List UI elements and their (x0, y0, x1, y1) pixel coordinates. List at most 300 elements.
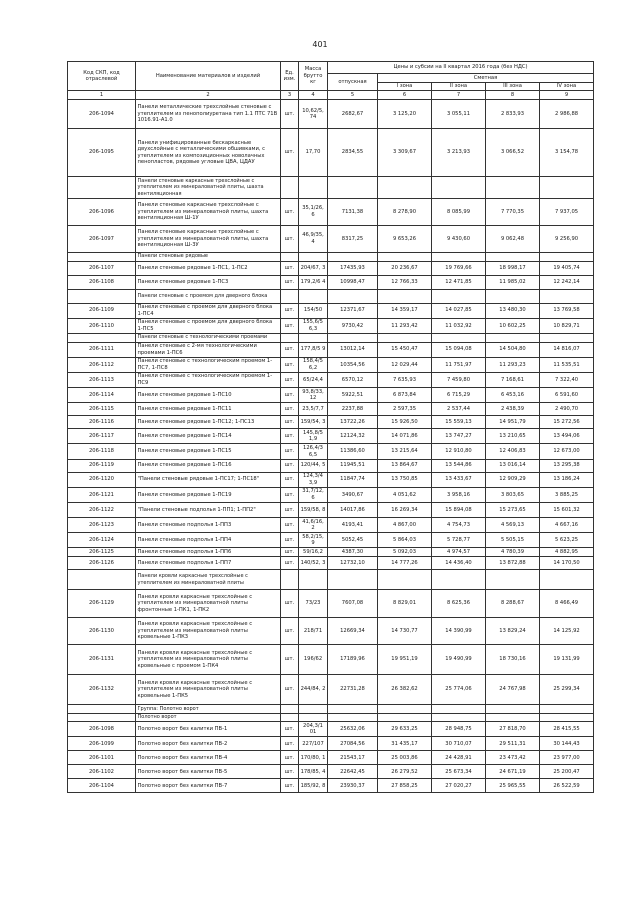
unit-cell: шт. (281, 533, 299, 548)
name-cell: Панели стеновые рядовые 1-ПС14 (136, 429, 281, 444)
release-price-cell: 22731,28 (328, 675, 378, 705)
zone-4-price-cell: 13 186,24 (540, 472, 594, 487)
release-price-cell: 12124,32 (328, 429, 378, 444)
zone-1-price-cell: 14 359,17 (378, 303, 432, 318)
code-cell: 206-1130 (68, 618, 136, 645)
zone-2-price-cell: 2 537,44 (432, 403, 486, 416)
zone-2-price-cell: 4 754,73 (432, 518, 486, 533)
zone-4-price-cell: 13 494,06 (540, 429, 594, 444)
code-cell: 206-1129 (68, 590, 136, 618)
release-price-cell (328, 252, 378, 261)
mass-cell: 93,8/33, 12 (299, 388, 328, 403)
zone-4-price-cell (540, 713, 594, 722)
release-price-cell: 12669,34 (328, 618, 378, 645)
zone-4-price-cell: 14 170,50 (540, 557, 594, 570)
unit-cell: шт. (281, 722, 299, 737)
zone-3-price-cell: 18 998,17 (486, 261, 540, 275)
mass-cell: 159/58, 8 (299, 503, 328, 518)
unit-cell: шт. (281, 548, 299, 557)
table-row (68, 303, 594, 318)
group-name-cell: Панели стеновые с технологическими проемами (136, 333, 281, 342)
zone-2-price-cell (432, 333, 486, 342)
zone-3-price-cell (486, 713, 540, 722)
release-price-cell: 17189,96 (328, 645, 378, 675)
name-cell: Полотно ворот без калитки ПВ-1 (136, 722, 281, 737)
unit-cell: шт. (281, 518, 299, 533)
release-price-cell: 7131,38 (328, 198, 378, 225)
name-cell: Панели стеновые рядовые 1-ПС11 (136, 403, 281, 416)
table-row (68, 388, 594, 403)
mass-cell: 46,9/35, 4 (299, 225, 328, 252)
column-number: 3 (281, 91, 299, 100)
mass-cell (299, 333, 328, 342)
zone-1-price-cell: 12 029,44 (378, 357, 432, 372)
zone-4-price-cell: 6 591,60 (540, 388, 594, 403)
zone-3-price-cell: 3 803,65 (486, 487, 540, 502)
zone-2-price-cell: 24 428,91 (432, 751, 486, 765)
table-row (68, 645, 594, 675)
zone-2-price-cell: 11 751,97 (432, 357, 486, 372)
release-price-cell (328, 705, 378, 714)
name-cell: Панели стеновые подполья 1-ПП6 (136, 548, 281, 557)
zone-2-price-cell: 3 958,16 (432, 487, 486, 502)
table-row (68, 487, 594, 502)
zone-3-price-cell: 11 985,02 (486, 275, 540, 289)
zone-3-price-cell: 4 780,39 (486, 548, 540, 557)
group-row (68, 177, 594, 199)
zone-1-price-cell (378, 333, 432, 342)
price-table (67, 61, 594, 793)
header-release: отпускная (328, 74, 378, 91)
column-number-row (68, 91, 594, 100)
zone-2-price-cell: 19 490,99 (432, 645, 486, 675)
unit-cell: шт. (281, 303, 299, 318)
release-price-cell: 21543,17 (328, 751, 378, 765)
code-cell: 206-1115 (68, 403, 136, 416)
code-cell: 206-1101 (68, 751, 136, 765)
mass-cell: 41,6/16, 2 (299, 518, 328, 533)
release-price-cell: 8317,25 (328, 225, 378, 252)
name-cell: Панели стеновые подполья 1-ПП4 (136, 533, 281, 548)
unit-cell: шт. (281, 751, 299, 765)
zone-3-price-cell: 13 480,30 (486, 303, 540, 318)
zone-3-price-cell: 13 829,24 (486, 618, 540, 645)
zone-2-price-cell (432, 705, 486, 714)
table-row (68, 275, 594, 289)
release-price-cell: 13012,14 (328, 342, 378, 357)
name-cell: "Панели стеновые подполья 1-ПП1; 1-ПП2" (136, 503, 281, 518)
zone-4-price-cell: 26 522,59 (540, 779, 594, 793)
code-cell (68, 252, 136, 261)
header-price-group: Цены и субсии на II квартал 2016 года (без НДС) (328, 62, 594, 74)
zone-2-price-cell: 14 390,99 (432, 618, 486, 645)
release-price-cell: 4387,30 (328, 548, 378, 557)
zone-4-price-cell: 14 816,07 (540, 342, 594, 357)
code-cell: 206-1119 (68, 459, 136, 472)
zone-4-price-cell: 7 322,40 (540, 372, 594, 387)
unit-cell (281, 570, 299, 590)
zone-3-price-cell: 6 453,16 (486, 388, 540, 403)
table-row (68, 548, 594, 557)
column-number: 5 (328, 91, 378, 100)
zone-1-price-cell (378, 713, 432, 722)
code-cell: 206-1104 (68, 779, 136, 793)
zone-4-price-cell: 14 125,92 (540, 618, 594, 645)
zone-4-price-cell: 12 242,14 (540, 275, 594, 289)
code-cell: 206-1111 (68, 342, 136, 357)
zone-4-price-cell: 7 937,05 (540, 198, 594, 225)
unit-cell: шт. (281, 357, 299, 372)
zone-4-price-cell (540, 177, 594, 199)
zone-2-price-cell: 15 094,08 (432, 342, 486, 357)
unit-cell: шт. (281, 557, 299, 570)
zone-3-price-cell (486, 333, 540, 342)
name-cell: Панели кровли каркасные трехслойные с утеплителем из минераловатной плиты фронтонные 1-ПК1, 1-ПК2 (136, 590, 281, 618)
unit-cell (281, 289, 299, 303)
zone-4-price-cell: 11 535,51 (540, 357, 594, 372)
code-cell: 206-1107 (68, 261, 136, 275)
zone-4-price-cell: 15 601,32 (540, 503, 594, 518)
zone-2-price-cell: 13 544,86 (432, 459, 486, 472)
release-price-cell (328, 570, 378, 590)
unit-cell: шт. (281, 198, 299, 225)
table-row (68, 342, 594, 357)
zone-3-price-cell: 18 730,16 (486, 645, 540, 675)
zone-3-price-cell: 27 818,70 (486, 722, 540, 737)
zone-2-price-cell: 12 910,80 (432, 444, 486, 459)
zone-4-price-cell: 13 769,58 (540, 303, 594, 318)
unit-cell (281, 705, 299, 714)
name-cell: Полотно ворот без калитки ПВ-5 (136, 765, 281, 779)
name-cell: Панели стеновые с 2-мя технологическими проемами 1-ПС6 (136, 342, 281, 357)
zone-3-price-cell (486, 570, 540, 590)
zone-2-price-cell: 15 894,08 (432, 503, 486, 518)
name-cell: Панели стеновые подполья 1-ПП3 (136, 518, 281, 533)
release-price-cell: 11945,51 (328, 459, 378, 472)
zone-3-price-cell: 29 511,31 (486, 737, 540, 751)
unit-cell: шт. (281, 459, 299, 472)
table-row (68, 722, 594, 737)
column-number: 9 (540, 91, 594, 100)
unit-cell: шт. (281, 765, 299, 779)
mass-cell: 31,7/12, 6 (299, 487, 328, 502)
zone-1-price-cell: 14 071,86 (378, 429, 432, 444)
code-cell (68, 333, 136, 342)
zone-2-price-cell: 11 032,92 (432, 318, 486, 333)
zone-4-price-cell: 23 977,00 (540, 751, 594, 765)
zone-4-price-cell: 13 295,38 (540, 459, 594, 472)
zone-3-price-cell: 13 016,14 (486, 459, 540, 472)
zone-2-price-cell: 9 430,60 (432, 225, 486, 252)
code-cell (68, 177, 136, 199)
release-price-cell: 12732,10 (328, 557, 378, 570)
table-row (68, 198, 594, 225)
zone-4-price-cell (540, 252, 594, 261)
table-row (68, 751, 594, 765)
table-row (68, 737, 594, 751)
code-cell: 206-1108 (68, 275, 136, 289)
table-row (68, 261, 594, 275)
code-cell: 206-1118 (68, 444, 136, 459)
release-price-cell (328, 713, 378, 722)
release-price-cell (328, 289, 378, 303)
name-cell: Панели стеновые рядовые 1-ПС1, 1-ПС2 (136, 261, 281, 275)
zone-2-price-cell: 3 213,93 (432, 129, 486, 177)
zone-1-price-cell: 5 092,03 (378, 548, 432, 557)
code-cell: 206-1120 (68, 472, 136, 487)
zone-3-price-cell: 7 168,61 (486, 372, 540, 387)
table-row (68, 459, 594, 472)
table-row (68, 618, 594, 645)
code-cell: 206-1109 (68, 303, 136, 318)
release-price-cell: 11847,74 (328, 472, 378, 487)
group-name-cell: Полотно ворот (136, 713, 281, 722)
zone-2-price-cell (432, 713, 486, 722)
zone-4-price-cell: 30 144,43 (540, 737, 594, 751)
zone-1-price-cell (378, 705, 432, 714)
mass-cell: 154/50 (299, 303, 328, 318)
zone-1-price-cell: 26 279,52 (378, 765, 432, 779)
release-price-cell (328, 333, 378, 342)
mass-cell: 23,5/7,7 (299, 403, 328, 416)
zone-3-price-cell: 4 569,13 (486, 518, 540, 533)
code-cell: 206-1096 (68, 198, 136, 225)
release-price-cell: 22642,45 (328, 765, 378, 779)
mass-cell: 59/16,2 (299, 548, 328, 557)
unit-cell: шт. (281, 225, 299, 252)
release-price-cell: 10354,56 (328, 357, 378, 372)
zone-2-price-cell: 14 436,40 (432, 557, 486, 570)
code-cell: 206-1102 (68, 765, 136, 779)
zone-2-price-cell: 7 459,80 (432, 372, 486, 387)
zone-1-price-cell: 14 730,77 (378, 618, 432, 645)
zone-3-price-cell: 12 406,83 (486, 444, 540, 459)
code-cell (68, 289, 136, 303)
zone-1-price-cell: 31 435,17 (378, 737, 432, 751)
group-name-cell: Панели стеновые рядовые (136, 252, 281, 261)
column-number: 8 (486, 91, 540, 100)
zone-4-price-cell: 15 272,56 (540, 416, 594, 429)
header-zone-4: IV зона (540, 82, 594, 91)
name-cell: Панели стеновые рядовые 1-ПС19 (136, 487, 281, 502)
unit-cell (281, 177, 299, 199)
zone-4-price-cell: 4 882,95 (540, 548, 594, 557)
zone-1-price-cell: 20 236,67 (378, 261, 432, 275)
mass-cell: 120/44, 5 (299, 459, 328, 472)
zone-3-price-cell (486, 705, 540, 714)
mass-cell (299, 177, 328, 199)
mass-cell: 244/84, 2 (299, 675, 328, 705)
group-row (68, 713, 594, 722)
zone-1-price-cell: 29 633,25 (378, 722, 432, 737)
mass-cell: 177,8/5 9 (299, 342, 328, 357)
zone-3-price-cell: 7 770,35 (486, 198, 540, 225)
mass-cell: 145,8/5 1,9 (299, 429, 328, 444)
zone-1-price-cell: 27 858,25 (378, 779, 432, 793)
mass-cell: 178/85, 4 (299, 765, 328, 779)
zone-2-price-cell: 28 948,75 (432, 722, 486, 737)
code-cell: 206-1112 (68, 357, 136, 372)
code-cell: 206-1097 (68, 225, 136, 252)
group-row (68, 289, 594, 303)
zone-1-price-cell: 7 635,93 (378, 372, 432, 387)
table-row (68, 518, 594, 533)
group-row (68, 252, 594, 261)
table-row (68, 444, 594, 459)
unit-cell: шт. (281, 342, 299, 357)
zone-1-price-cell: 15 926,50 (378, 416, 432, 429)
group-row (68, 333, 594, 342)
table-row (68, 225, 594, 252)
name-cell: Панели стеновые каркасные трехслойные с утеплителем из минераловатной плиты, шахта вентиляционная Ш-3У (136, 225, 281, 252)
unit-cell: шт. (281, 275, 299, 289)
code-cell (68, 570, 136, 590)
mass-cell: 155,6/5 6,3 (299, 318, 328, 333)
table-row (68, 318, 594, 333)
name-cell: Панели стеновые рядовые 1-ПС15 (136, 444, 281, 459)
code-cell: 206-1124 (68, 533, 136, 548)
release-price-cell: 27084,56 (328, 737, 378, 751)
zone-1-price-cell: 16 269,34 (378, 503, 432, 518)
name-cell: Панели металлические трехслойные стеновые с утеплителем из пенополиуретана тип 1.1 ПТС 71В 1016.91-А1.0 (136, 100, 281, 129)
zone-1-price-cell (378, 252, 432, 261)
name-cell: Панели стеновые с проемом для дверного блока 1-ПС5 (136, 318, 281, 333)
zone-3-price-cell: 14 504,80 (486, 342, 540, 357)
name-cell: Панели стеновые рядовые 1-ПС10 (136, 388, 281, 403)
unit-cell: шт. (281, 416, 299, 429)
zone-1-price-cell (378, 177, 432, 199)
header-name: Наименование материалов и изделий (136, 62, 281, 91)
zone-4-price-cell: 3 154,78 (540, 129, 594, 177)
unit-cell: шт. (281, 645, 299, 675)
release-price-cell: 25632,06 (328, 722, 378, 737)
code-cell: 206-1098 (68, 722, 136, 737)
table-row (68, 100, 594, 129)
mass-cell: 159/54, 3 (299, 416, 328, 429)
name-cell: Панели стеновые рядовые 1-ПС12; 1-ПС13 (136, 416, 281, 429)
table-row (68, 557, 594, 570)
zone-2-price-cell: 4 974,57 (432, 548, 486, 557)
zone-4-price-cell: 25 299,34 (540, 675, 594, 705)
code-cell: 206-1099 (68, 737, 136, 751)
zone-2-price-cell: 27 020,27 (432, 779, 486, 793)
zone-1-price-cell: 8 829,01 (378, 590, 432, 618)
name-cell: Панели стеновые рядовые 1-ПС16 (136, 459, 281, 472)
code-cell: 206-1132 (68, 675, 136, 705)
zone-3-price-cell: 2 833,93 (486, 100, 540, 129)
code-cell: 206-1114 (68, 388, 136, 403)
zone-2-price-cell (432, 289, 486, 303)
unit-cell: шт. (281, 487, 299, 502)
zone-2-price-cell (432, 570, 486, 590)
release-price-cell: 13722,26 (328, 416, 378, 429)
table-row (68, 590, 594, 618)
header-zone-2: II зона (432, 82, 486, 91)
zone-3-price-cell (486, 177, 540, 199)
mass-cell: 124,3/4 3,9 (299, 472, 328, 487)
mass-cell (299, 713, 328, 722)
unit-cell: шт. (281, 675, 299, 705)
mass-cell: 218/71 (299, 618, 328, 645)
zone-2-price-cell: 14 027,85 (432, 303, 486, 318)
mass-cell: 158,4/5 6,2 (299, 357, 328, 372)
column-number: 2 (136, 91, 281, 100)
zone-1-price-cell: 12 766,33 (378, 275, 432, 289)
mass-cell: 10,62/5, 74 (299, 100, 328, 129)
name-cell: Полотно ворот без калитки ПВ-7 (136, 779, 281, 793)
table-row (68, 429, 594, 444)
mass-cell: 196/62 (299, 645, 328, 675)
zone-1-price-cell: 4 867,00 (378, 518, 432, 533)
zone-1-price-cell: 3 309,67 (378, 129, 432, 177)
unit-cell: шт. (281, 472, 299, 487)
zone-1-price-cell: 3 125,20 (378, 100, 432, 129)
release-price-cell: 7607,08 (328, 590, 378, 618)
zone-1-price-cell: 14 777,26 (378, 557, 432, 570)
code-cell: 206-1122 (68, 503, 136, 518)
code-cell: 206-1116 (68, 416, 136, 429)
mass-cell (299, 705, 328, 714)
zone-2-price-cell: 13 747,27 (432, 429, 486, 444)
table-row (68, 765, 594, 779)
zone-3-price-cell (486, 252, 540, 261)
unit-cell: шт. (281, 100, 299, 129)
zone-1-price-cell (378, 289, 432, 303)
zone-3-price-cell: 23 473,42 (486, 751, 540, 765)
zone-4-price-cell: 5 623,25 (540, 533, 594, 548)
group-name-cell: Панели стеновые с проемом для дверного блока (136, 289, 281, 303)
zone-1-price-cell: 11 293,42 (378, 318, 432, 333)
unit-cell: шт. (281, 403, 299, 416)
code-cell: 206-1121 (68, 487, 136, 502)
zone-2-price-cell: 13 433,67 (432, 472, 486, 487)
zone-3-price-cell: 11 293,23 (486, 357, 540, 372)
zone-4-price-cell: 12 673,00 (540, 444, 594, 459)
mass-cell: 140/52, 3 (299, 557, 328, 570)
zone-2-price-cell (432, 177, 486, 199)
zone-3-price-cell: 13 872,88 (486, 557, 540, 570)
zone-2-price-cell: 30 710,07 (432, 737, 486, 751)
name-cell: Панели стеновые с технологическим проемом 1-ПС7, 1-ПС8 (136, 357, 281, 372)
zone-1-price-cell (378, 570, 432, 590)
group-row (68, 705, 594, 714)
unit-cell: шт. (281, 261, 299, 275)
code-cell: 206-1125 (68, 548, 136, 557)
release-price-cell: 11386,60 (328, 444, 378, 459)
zone-2-price-cell (432, 252, 486, 261)
page-number: 401 (312, 40, 328, 49)
mass-cell: 58,2/15, 9 (299, 533, 328, 548)
header-zone-1: I зона (378, 82, 432, 91)
zone-3-price-cell: 24 767,98 (486, 675, 540, 705)
code-cell (68, 705, 136, 714)
zone-3-price-cell: 13 210,65 (486, 429, 540, 444)
group-name-cell: Группа: Полотно ворот (136, 705, 281, 714)
header-code: Код СКП, код отраслевой (68, 62, 136, 91)
release-price-cell: 12371,67 (328, 303, 378, 318)
zone-1-price-cell: 8 278,90 (378, 198, 432, 225)
release-price-cell: 5922,51 (328, 388, 378, 403)
unit-cell: шт. (281, 590, 299, 618)
column-number: 1 (68, 91, 136, 100)
zone-3-price-cell (486, 289, 540, 303)
zone-4-price-cell: 3 885,25 (540, 487, 594, 502)
table-row (68, 779, 594, 793)
name-cell: Полотно ворот без калитки ПВ-4 (136, 751, 281, 765)
zone-1-price-cell: 19 951,19 (378, 645, 432, 675)
table-row (68, 357, 594, 372)
release-price-cell: 14017,86 (328, 503, 378, 518)
